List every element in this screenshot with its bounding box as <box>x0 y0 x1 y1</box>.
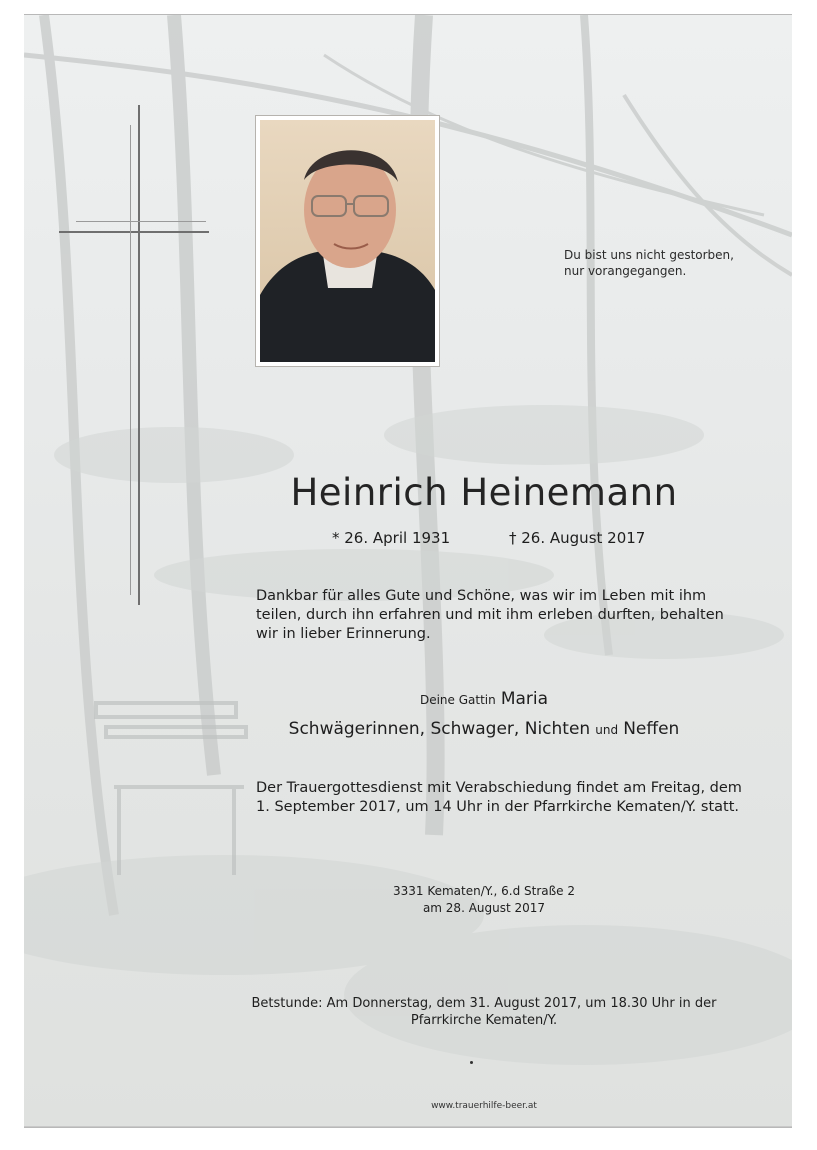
prayer-line-1: Betstunde: Am Donnerstag, dem 31. August 2017, um 18.30 Uhr in der <box>251 996 717 1011</box>
obituary-card <box>24 14 792 1128</box>
cross-shadow-horizontal <box>76 221 206 222</box>
cross-icon-bar <box>59 231 209 233</box>
relatives-part-1: Schwägerinnen, Schwager, Nichten <box>288 719 591 739</box>
relatives-und: und <box>595 723 619 737</box>
place-and-date <box>224 883 744 917</box>
birth-date: * 26. April 1931 <box>332 529 451 547</box>
deceased-name: Heinrich Heinemann <box>290 471 678 514</box>
gratitude-text: Dankbar für alles Gute und Schöne, was wir im Leben mit ihm teilen, durch ihn erfahren und mit ihm erleben durften, behalten wir in lieber Erinnerung. <box>256 588 724 642</box>
portrait-image <box>260 120 435 362</box>
death-date: † 26. August 2017 <box>509 529 646 547</box>
address: 3331 Kematen/Y., 6.d Straße 2 <box>392 884 575 898</box>
website-link[interactable]: www.trauerhilfe-beer.at <box>431 1101 537 1111</box>
relatives-part-2: Neffen <box>623 719 680 739</box>
wife-name: Maria <box>500 689 549 709</box>
quote-line-2: nur vorangegangen. <box>564 264 687 278</box>
issue-date: am 28. August 2017 <box>422 901 546 915</box>
wife-prefix: Deine Gattin <box>419 693 496 707</box>
portrait-photo <box>255 115 440 367</box>
prayer-hour <box>224 995 744 1029</box>
separator-dot <box>470 1061 473 1064</box>
relatives-line <box>224 719 744 739</box>
cross-icon <box>138 105 140 605</box>
cross-shadow-vertical <box>130 125 131 595</box>
page-edge-line <box>24 1126 792 1127</box>
prayer-line-2: Pfarrkirche Kematen/Y. <box>410 1013 558 1028</box>
quote-text <box>564 247 764 279</box>
funeral-service-text: Der Trauergottesdienst mit Verabschiedung findet am Freitag, dem 1. September 2017, um 14 Uhr in der Pfarrkirche Kematen/Y. statt. <box>256 780 742 815</box>
quote-line-1: Du bist uns nicht gestorben, <box>564 248 734 262</box>
wife-line <box>224 689 744 709</box>
